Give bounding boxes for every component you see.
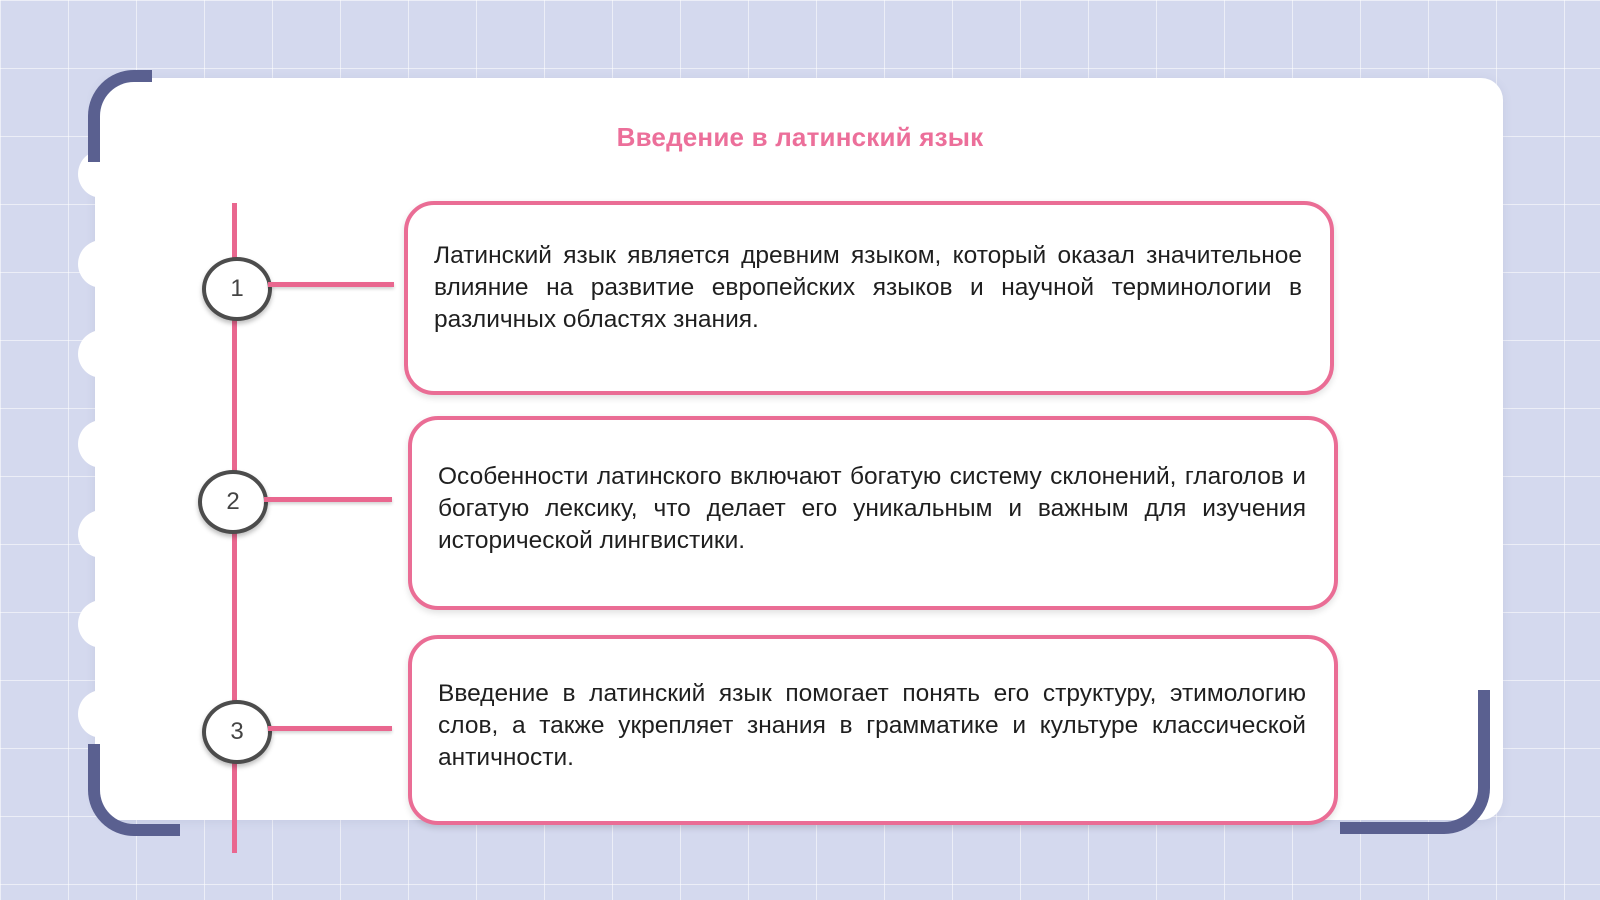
timeline-card-1: [404, 201, 1334, 395]
corner-bracket-bottom-left: [88, 744, 180, 836]
slide-title: Введение в латинский язык: [616, 122, 984, 152]
timeline-card-text: Особенности латинского включают богатую систему склонений, глаголов и богатую лексику, что делает его уникальным и важным для изучения исторической лингвистики.: [438, 463, 1306, 554]
timeline-connector: [264, 497, 392, 502]
timeline-card-text: Латинский язык является древним языком, который оказал значительное влияние на развитие европейских языков и научной терминологии в различных областях знания.: [434, 242, 1302, 333]
timeline-card-2: [408, 416, 1338, 610]
timeline-node-3: 3: [202, 700, 272, 764]
corner-bracket-bottom-right: [1340, 690, 1490, 834]
scallop-decoration: [78, 600, 126, 648]
timeline-card-3: [408, 635, 1338, 825]
timeline-card-text: Введение в латинский язык помогает понять его структуру, этимологию слов, а также укрепляет знания в грамматике и культуре классической античности.: [438, 680, 1306, 771]
timeline-connector: [268, 726, 392, 731]
timeline-node-1: 1: [202, 257, 272, 321]
timeline-node-2: 2: [198, 470, 268, 534]
scallop-decoration: [78, 690, 126, 738]
scallop-decoration: [78, 510, 126, 558]
scallop-decoration: [78, 240, 126, 288]
timeline-connector: [268, 282, 394, 287]
scallop-decoration: [78, 330, 126, 378]
scallop-decoration: [78, 420, 126, 468]
